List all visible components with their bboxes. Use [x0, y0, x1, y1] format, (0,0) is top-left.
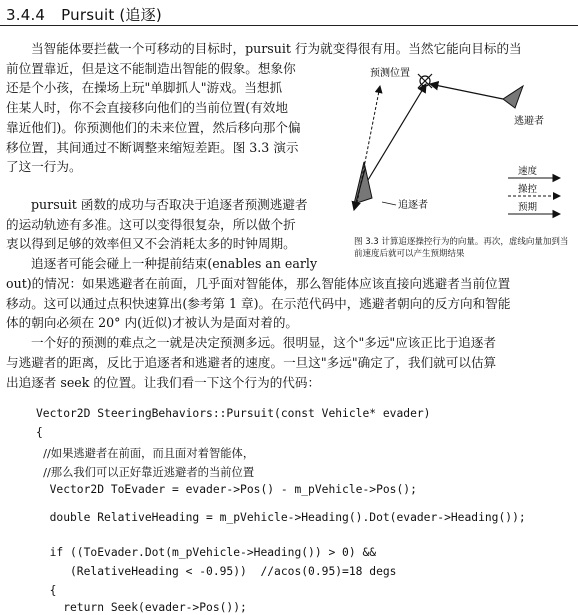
text-line: 前位置靠近，但是这不能制造出智能的假象。想象你 [6, 60, 296, 76]
code-line: { [36, 426, 43, 439]
text-line: 当智能体要拦截一个可移动的目标时，pursuit 行为就变得很有用。当然它能向目标的当 [31, 41, 522, 56]
text-line: out)的情况：如果逃避者在前面，几乎面对智能体，那么智能体应该直接向逃避者当前位置 [6, 276, 511, 291]
code-comment: //如果逃避者在前面，而且面对着智能体， [36, 447, 255, 460]
code-line: Vector2D SteeringBehaviors::Pursuit(const Vehicle* evader) [36, 407, 431, 420]
legend-desired: 预期 [518, 202, 538, 213]
code-line: { [36, 584, 57, 597]
heading-rule [0, 25, 578, 26]
code-line: Vector2D ToEvader = evader->Pos() - m_pVehicle->Pos(); [36, 483, 417, 496]
text-line: pursuit 函数的成功与否取决于追逐者预测逃避者 [31, 197, 308, 212]
paragraph-intro-wrapped [6, 59, 334, 177]
section-heading [6, 4, 162, 25]
text-line: 还是个小孩，在操场上玩"单脚抓人"游戏。当想抓 [6, 80, 283, 96]
code-line: (RelativeHeading < -0.95)) //acos(0.95)=18 degs [36, 565, 397, 578]
paragraph-intro [6, 39, 572, 59]
paragraph-early-out [6, 274, 572, 392]
text-line: 了这一行为。 [6, 159, 82, 175]
evader-triangle [503, 86, 523, 108]
text-line: 一个好的预测的难点之一就是决定预测多远。很明显，这个"多远"应该正比于追逐者 [31, 335, 496, 351]
label-predicted-position: 预测位置 [370, 68, 410, 79]
legend-steering: 操控 [518, 184, 538, 195]
text-line: 体的朝向必须在 20° 内(近似)才被认为是面对着的。 [6, 315, 299, 331]
code-line: return Seek(evader->Pos()); [36, 601, 247, 614]
code-line: double RelativeHeading = m_pVehicle->Heading().Dot(evader->Heading()); [36, 511, 526, 524]
figure-legend [508, 165, 560, 214]
code-line: if ((ToEvader.Dot(m_pVehicle->Heading()) > 0) && [36, 546, 377, 559]
code-comment: //那么我们可以正好靠近逃避者的当前位置 [36, 466, 255, 479]
section-title: Pursuit (追逐) [61, 6, 162, 24]
text-line: 与逃避者的距离，反比于追逐者和逃避者的速度。一旦这"多远"确定了，我们就可以估算 [6, 354, 497, 370]
text-line: 出追逐者 seek 的位置。让我们看一下这个行为的代码： [6, 374, 321, 390]
text-line: 移动。这可以通过点积快速算出(参考第 1 章)。在示范代码中，逃避者朝向的反方向和智能 [6, 295, 511, 311]
text-line: 追逐者可能会碰上一种提前结束(enables an early [31, 256, 318, 272]
section-number: 3.4.4 [6, 6, 46, 24]
text-line: 的运动轨迹有多准。这可以变得很复杂，所以做个折 [6, 216, 296, 232]
legend-velocity: 速度 [518, 166, 538, 177]
label-pursuer: 追逐者 [398, 200, 428, 211]
text-line: 住某人时，你不会直接移向他们的当前位置(有效地 [6, 100, 288, 116]
text-line: 靠近他们)。你预测他们的未来位置，然后移向那个偏 [6, 119, 301, 135]
text-line: 移位置，其间通过不断调整来缩短差距。图 3.3 演示 [6, 139, 299, 155]
figure-caption: 图 3.3 计算追逐操控行为的向量。再次，虚线向量加到当前速度后就可以产生预期结果 [354, 237, 569, 259]
paragraph-pursuit-function [6, 195, 340, 274]
evader-velocity-arrow [430, 84, 503, 99]
figure-pursuit-vectors [338, 62, 578, 242]
label-evader: 逃避者 [514, 116, 544, 127]
pursuer-desired-arrow [368, 84, 426, 180]
text-line: 衷以得到足够的效率但又不会消耗太多的时钟周期。 [6, 236, 296, 252]
